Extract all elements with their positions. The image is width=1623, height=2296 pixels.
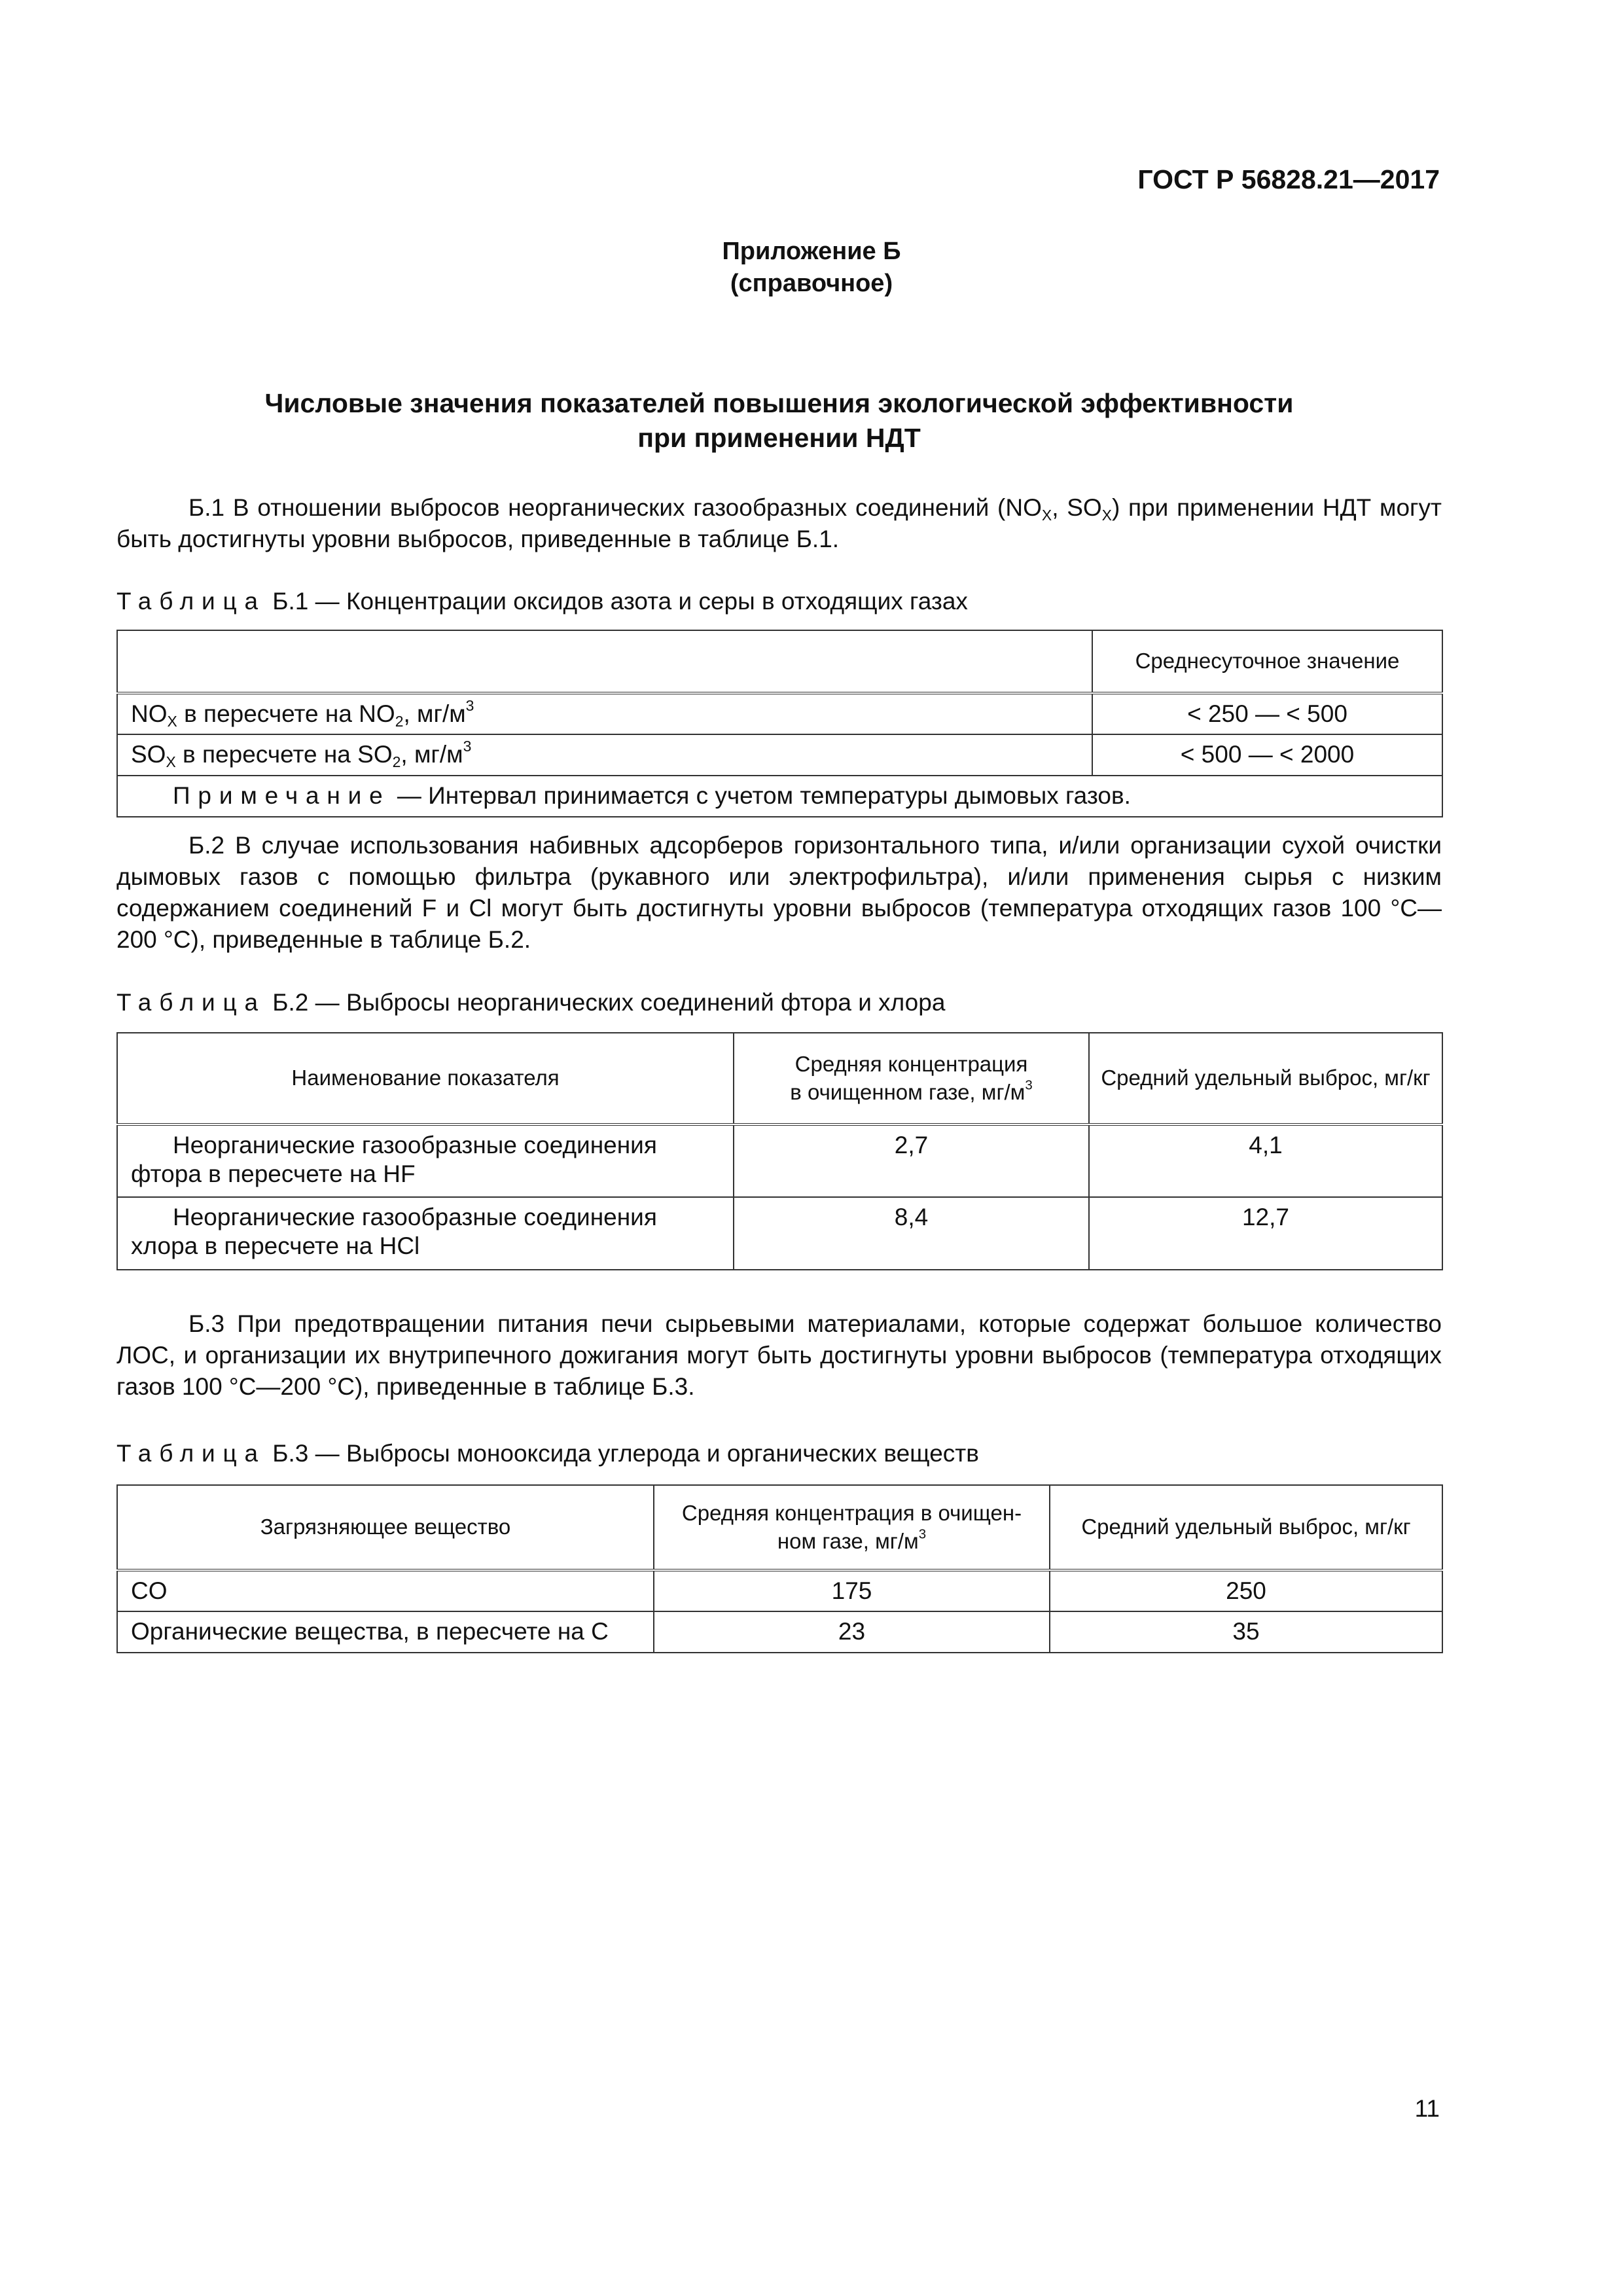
- table-cell: $SO_X$ в пересчете на $SO_2$, $мг/м^3$: [117, 734, 1092, 776]
- table-row: [117, 1611, 1442, 1653]
- table-row: [117, 1124, 1442, 1197]
- table-label: Таблица: [116, 1440, 266, 1467]
- table-b1-caption: Таблица Б.1 — Концентрации оксидов азота и серы в отходящих газах: [116, 588, 968, 615]
- table-cell: < 250 — < 500: [1092, 693, 1442, 734]
- table-cell: Неорганические газообразные соединения хлора в пересчете на HCl: [117, 1197, 734, 1270]
- table-cell: $NO_X$ в пересчете на $NO_2$, $мг/м^3$: [117, 693, 1092, 734]
- paragraph-number: Б.2: [188, 832, 225, 859]
- table-cell: 12,7: [1089, 1197, 1442, 1270]
- table-header-cell: Среднесуточное значение: [1092, 630, 1442, 693]
- table-header-cell: [117, 630, 1092, 693]
- table-cell: 175: [654, 1570, 1050, 1611]
- table-cell: Органические вещества, в пересчете на С: [117, 1611, 654, 1653]
- table-row: [117, 734, 1442, 776]
- annex-status: (справочное): [730, 270, 893, 298]
- table-row: [117, 1570, 1442, 1611]
- table-header-cell: Средняя концентрация в очищен- ном газе, $мг/м^3$: [654, 1485, 1050, 1570]
- table-b3-caption: Таблица Б.3 — Выбросы монооксида углерода и органических веществ: [116, 1440, 979, 1467]
- table-cell: 8,4: [734, 1197, 1089, 1270]
- paragraph-number: Б.3: [188, 1310, 225, 1337]
- table-header-cell: Загрязняющее вещество: [117, 1485, 654, 1570]
- table-note: Примечание — Интервал принимается с учетом температуры дымовых газов.: [117, 776, 1442, 817]
- table-b1: [116, 630, 1443, 817]
- paragraph-b2: Б.2 В случае использования набивных адсорберов горизонтального типа, и/или организации сухой очистки дымовых газов с помощью фильтра (рукавного или электрофильтра), и/или применения сырья с низким содержанием соединений F и Cl могут быть достигнуты уровни выбросов (температура отходящих газов 100 °C—200 °C), приведенные в таблице Б.2.: [116, 832, 1442, 953]
- table-header-cell: Наименование показателя: [117, 1033, 734, 1124]
- table-label: Таблица: [116, 989, 266, 1016]
- title-line-1: Числовые значения показателей повышения экологической эффективности: [264, 388, 1294, 418]
- table-label: Таблица: [116, 588, 266, 615]
- table-cell: < 500 — < 2000: [1092, 734, 1442, 776]
- table-header-row: [117, 1485, 1442, 1570]
- paragraph-b3: Б.3 При предотвращении питания печи сырьевыми материалами, которые содержат большое количество ЛОС, и организации их внутрипечного дожигания могут быть достигнуты уровни выбросов (температура отходящих газов 100 °C—200 °C), приведенные в таблице Б.3.: [116, 1310, 1442, 1400]
- table-header-cell: Средняя концентрация в очищенном газе, $мг/м^3$: [734, 1033, 1089, 1124]
- table-cell: 4,1: [1089, 1124, 1442, 1197]
- table-row: [117, 693, 1442, 734]
- table-header-cell: Средний удельный выброс, мг/кг: [1089, 1033, 1442, 1124]
- page-number: 11: [1414, 2095, 1440, 2122]
- annex-label: Приложение Б: [722, 238, 901, 265]
- table-cell: 23: [654, 1611, 1050, 1653]
- table-cell: 2,7: [734, 1124, 1089, 1197]
- table-b2-caption: Таблица Б.2 — Выбросы неорганических соединений фтора и хлора: [116, 989, 946, 1016]
- table-cell: Неорганические газообразные соединения фтора в пересчете на HF: [117, 1124, 734, 1197]
- section-title: [116, 386, 1442, 456]
- paragraph-b1: Б.1 В отношении выбросов неорганических газообразных соединений ($NO_X$, $SO_X$) при применении НДТ могут быть достигнуты уровни выбросов, приведенные в таблице Б.1.: [116, 494, 1442, 552]
- title-line-2: при применении НДТ: [637, 423, 921, 454]
- table-header-row: [117, 630, 1442, 693]
- table-cell: CO: [117, 1570, 654, 1611]
- table-note-row: [117, 776, 1442, 817]
- table-header-cell: Средний удельный выброс, мг/кг: [1050, 1485, 1442, 1570]
- table-cell: 35: [1050, 1611, 1442, 1653]
- table-row: [117, 1197, 1442, 1270]
- paragraph-number: Б.1: [188, 494, 225, 521]
- table-b3: [116, 1484, 1443, 1653]
- annex-heading: [681, 236, 942, 300]
- table-header-row: [117, 1033, 1442, 1124]
- table-cell: 250: [1050, 1570, 1442, 1611]
- table-b2: [116, 1032, 1443, 1270]
- standard-number: ГОСТ Р 56828.21—2017: [1137, 164, 1440, 194]
